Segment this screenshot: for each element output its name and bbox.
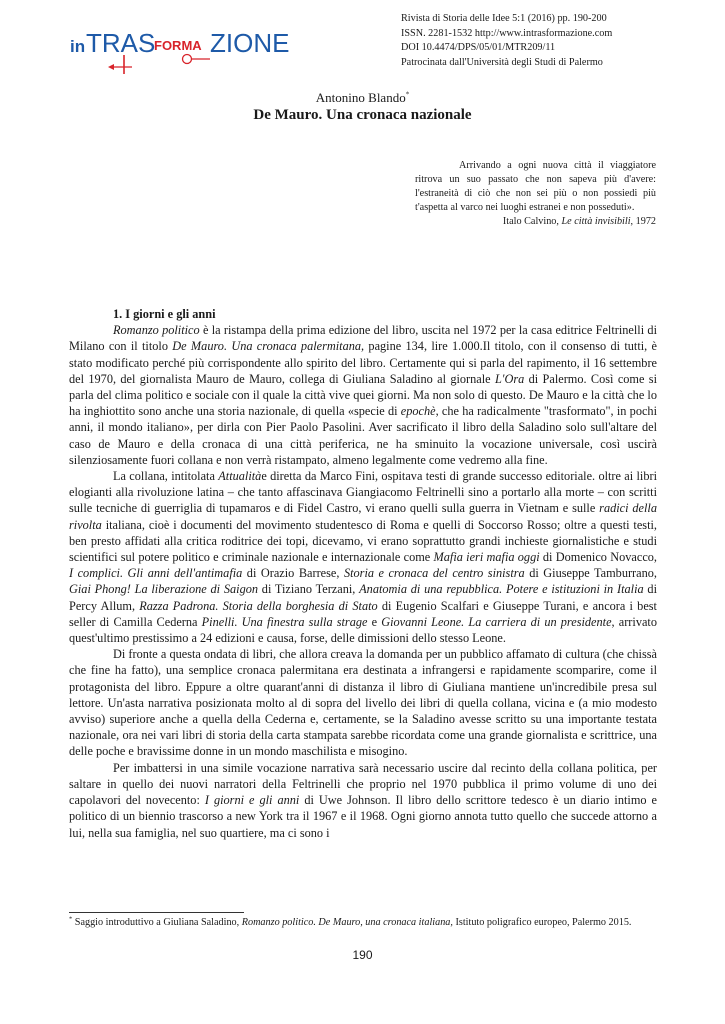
p2-i: di Orazio Barrese, <box>242 566 344 581</box>
author-name: Antonino Blando <box>315 90 406 105</box>
p2-m: di Tiziano Terzani, <box>258 582 360 597</box>
article-body <box>69 306 657 841</box>
logo-forma: FORMA <box>154 38 202 53</box>
p2-q: di Eugenio Scalfari e Giuseppe Turani, e ancora i best seller di Camilla Cederna <box>69 598 657 629</box>
p2-a: La collana, intitolata <box>113 469 219 484</box>
footnote <box>69 916 657 930</box>
logo-tras: TRAS <box>86 28 156 58</box>
paragraph-1 <box>69 322 657 468</box>
logo-circle <box>183 55 192 64</box>
p1-h: , che ha radicalmente "trasformato", in pochi anni, il mondo italiano», per dirla con Pier Paolo Pasolini. Aver sacrificato il libro della Saladino solo sull'altare del caso de Mauro e della cronaca di una città periferica, ne ha sminuito la vocazione universale, così uscirà silenziosamente fuori collana e non verrà ristampato, almeno legalmente come vedremo alla fine. <box>69 404 657 467</box>
p2-j: Storia e cronaca del centro sinistra <box>343 566 525 581</box>
p1-f: di Palermo. Così come si parla del clima politico e sociale con il quale la città vive quei giorni. Ma non solo di questo. De Mauro e la città che lo ha inghiottito sono anche una storia nazionale, di quella «specie di <box>69 371 657 419</box>
p2-l: Giai Phong! La liberazione di Saigon <box>69 582 259 597</box>
p1-c: De Mauro. Una cronaca palermitana, <box>172 339 365 354</box>
p2-s: e <box>367 614 382 629</box>
p2-t: Giovanni Leone. La carriera di un presidente <box>381 614 612 629</box>
journal-info <box>401 12 701 70</box>
page-number: 190 <box>352 948 373 962</box>
paragraph-2 <box>69 468 657 646</box>
epigraph-cite-author: Italo Calvino, <box>502 216 562 228</box>
p2-f: Mafia ieri mafia oggi <box>433 550 540 565</box>
journal-citation: Rivista di Storia delle Idee 5:1 (2016) pp. 190-200 <box>401 13 607 24</box>
p2-n: Anatomia di una repubblica. Potere e istituzioni in Italia <box>359 582 644 597</box>
logo-arrow-head <box>108 64 114 70</box>
epigraph-text: Arrivando a ogni nuova città il viaggiatore ritrova un suo passato che non sapeva più d'avere: l'estraneità di ciò che non sei più o non possiedi più t'aspetta al varco nei luoghi estranei e non posseduti». <box>415 160 656 214</box>
p2-g: di Domenico Novacco, <box>539 550 657 565</box>
article-title: De Mauro. Una cronaca nazionale <box>253 107 472 123</box>
epigraph-citation <box>415 215 656 229</box>
epigraph <box>415 159 656 229</box>
p2-h: I complici. Gli anni dell'antimafia <box>69 566 243 581</box>
paragraph-4 <box>69 760 657 841</box>
journal-issn: ISSN. 2281-1532 http://www.intrasformazione.com <box>401 27 613 39</box>
paragraph-3: Di fronte a questa ondata di libri, che allora creava la domanda per un pubblico affamato di cultura (che chissà che fine ha fatto), una semplice cronaca palermitana era destinata a infrangersi e rapidamente scomparire, come il protagonista del libro. Eppure a oltre quarant'anni di distanza il libro di Giuliana mantiene un'incredibile presa sul lettore. Un'asta narrativa posizionata molto al di sopra del livello dei libri di quella collana, vicina e (a mio modesto avviso) superiore anche a quella della Cederna e, certamente, se la Saladino avesse scritto su una importante testata nazionale, ora nei vari libri di storia della carta stampata sarebbe ricordata come una grande giornalista e scrittrice, una delle poche e bravissime donne in un mondo maschilista e misogino. <box>69 647 657 759</box>
logo-zione: ZIONE <box>210 28 290 58</box>
p2-c: e diretta da Marco Fini, ospitava testi di grande successo editoriale. oltre ai libri elogianti alla rivoluzione latina – che tanto affascinava Giangiacomo Feltrinelli sino a portarlo alla morte – con scritti sulle tecniche di guerriglia di tupamaros e di Fidel Castro, vi erano quelli sulla guerra in Vietnam e sulle <box>69 469 658 516</box>
logo-in: in <box>70 37 86 56</box>
p2-p: Razza Padrona. Storia della borghesia di Stato <box>139 598 378 613</box>
p4-c: di Uwe Johnson. Il libro dello scrittore tedesco è un diario intimo e politico di un biennio trascorso a new York tra il 1967 e il 1968. Ogni giorno annota tutto quello che succede attorno a lui, nella sua famiglia, nel suo quartiere, ma ci sono i <box>69 793 657 840</box>
journal-patronage: Patrocinata dall'Università degli Studi di Palermo <box>401 56 603 68</box>
footnote-a: Saggio introduttivo a Giuliana Saladino, <box>72 917 242 928</box>
p2-o: di Percy Allum, <box>69 582 657 613</box>
epigraph-cite-year: , 1972 <box>630 216 656 228</box>
p4-a: Per imbattersi in una simile vocazione narrativa sarà necessario uscire dal recinto della collana politica, per saltare in quello dei nuovi narratori della Feltrinelli che proprio nel 1970 pubblica il primo volume di uno dei capolavori del novecento: <box>69 760 657 808</box>
p2-d: radici della rivolta <box>69 501 657 532</box>
footnote-c: Istituto poligrafico europeo, Palermo 2015. <box>452 917 632 928</box>
p1-d: pagine 134, lire 1.000.Il titolo, con il consenso di tutti, è stato modificato perché più corrispondente allo spirito del libro. Certamente qui si parla del rapimento, il 16 settembre del 1970, del giornalista Mauro de Mauro, collega di Giuliana Saladino al giornale <box>69 339 657 386</box>
journal-doi: DOI 10.4474/DPS/05/01/MTR209/11 <box>401 42 556 54</box>
p4-b: I giorni e gli anni <box>204 793 300 808</box>
p1-b: è la ristampa della prima edizione del libro, uscita nel 1972 per la casa editrice Feltrinelli di Milano con il titolo <box>69 323 657 354</box>
author-footnote-mark: * <box>405 90 410 99</box>
footnote-divider <box>69 912 244 913</box>
section-heading: 1. I giorni e gli anni <box>113 307 216 321</box>
intrasformazione-logo <box>70 22 295 80</box>
p2-k: di Giuseppe Tamburrano, <box>524 566 657 581</box>
footnote-mark: * <box>69 915 73 923</box>
p1-e: L'Ora <box>494 371 525 386</box>
footnote-b: Romanzo politico. De Mauro, una cronaca italiana, <box>241 917 453 928</box>
p1-g: epochè <box>400 404 436 419</box>
p2-r: Pinelli. Una finestra sulla strage <box>201 614 368 629</box>
p2-b: Attualità <box>218 469 262 484</box>
p1-a: Romanzo politico <box>113 323 200 338</box>
author-line <box>0 90 725 105</box>
p2-u: , arrivato quest'ultimo prestissimo a 24 edizioni e causa, forse, delle dimissioni dello stesso Leone. <box>69 614 657 646</box>
p2-e: italiana, cioè i documenti del movimento studentesco di Roma e quelli di Soccorso Rosso; oltre a questi testi, ben presto affidati alla critica roditrice dei topi, dicevamo, vi erano soprattutto grandi inchieste giornalistiche e studi scientifici sul potere politico e criminale nazionale e internazionale come <box>69 517 657 565</box>
epigraph-cite-work: Le città invisibili <box>561 216 631 228</box>
